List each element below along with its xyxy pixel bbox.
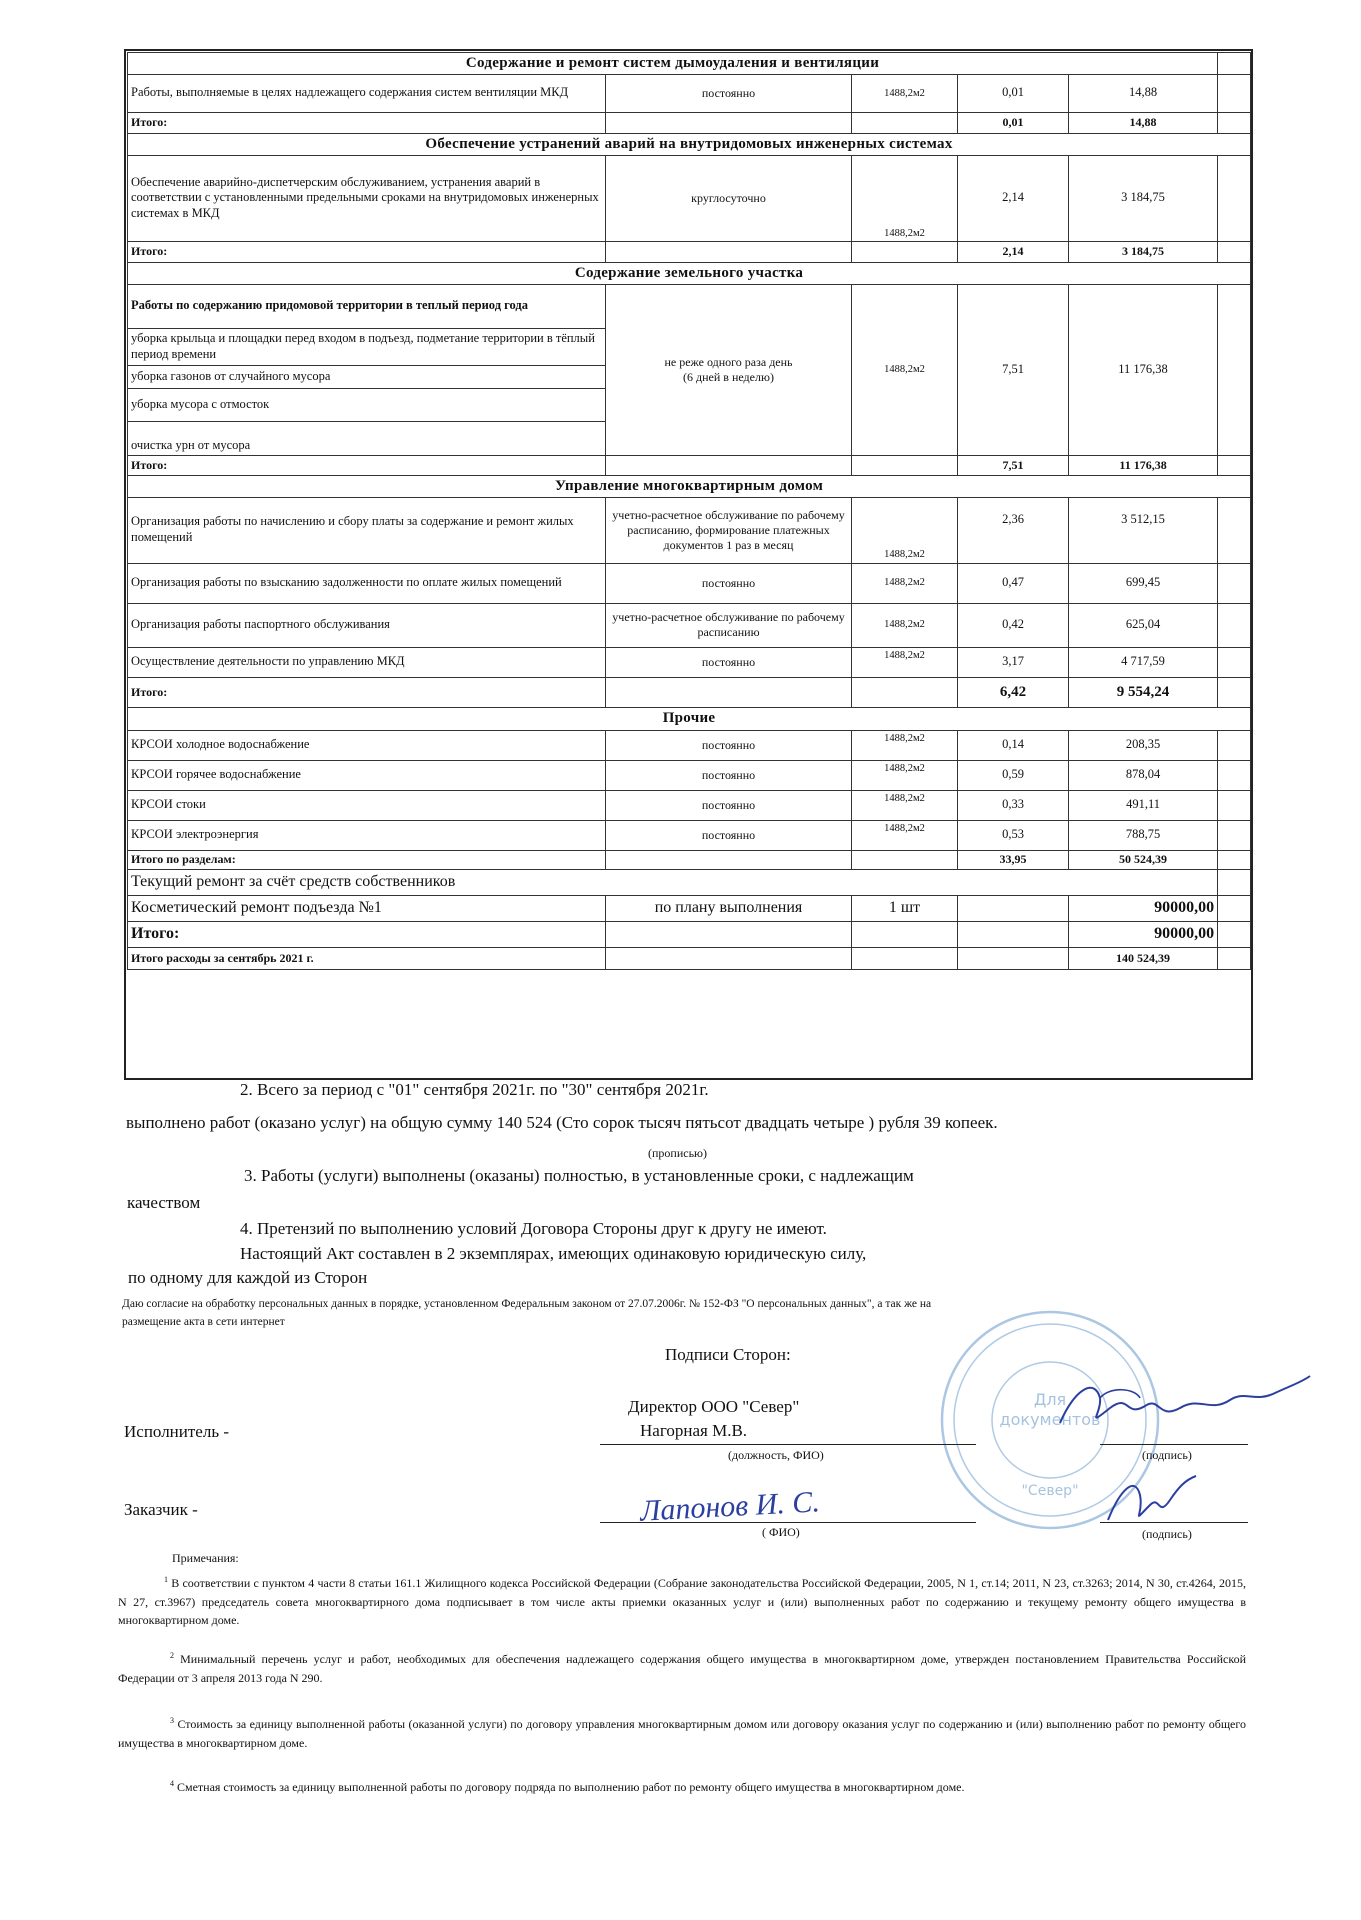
paragraph-2-sum: выполнено работ (оказано услуг) на общую сумму 140 524 (Сто сорок тысяч пятьсот двадцать четыре ) рубля 39 копеек. [126, 1113, 998, 1132]
executor-caption: (должность, ФИО) [728, 1448, 824, 1462]
table-row: КРСОИ холодное водоснабжение постоянно 1488,2м2 0,14 208,35 [128, 730, 1251, 760]
note-1: $^1$ В соответствии с пунктом 4 части 8 статьи 161.1 Жилищного кодекса Российской Федерации (Собрание законодательства Российской Федерации, 2005, N 1, ст.14; 2011, N 23, ст.3263; 2014, N 30, ст.4264, 2015, N 27, ст.3967) председатель совета многоквартирного дома подписывает в том числе акты приемки оказанных услуг и (или) выполненных работ по содержанию и текущему ремонту общего имущества в многоквартирном доме. [118, 1575, 1247, 1628]
section-title: Прочие [128, 707, 1251, 730]
note-3: $^3$ Стоимость за единицу выполненной работы (оказанной услуги) по договору управления многоквартирным домом или договору оказания услуг по содержанию и (или) выполнению работ по ремонту общего имущества в многоквартирном доме. [118, 1716, 1247, 1750]
signatures-title: Подписи Сторон: [665, 1345, 791, 1364]
table-row: КРСОИ стоки постоянно 1488,2м2 0,33 491,11 [128, 790, 1251, 820]
grand-total-row: Итого расходы за сентябрь 2021 г. 140 524,39 [128, 947, 1251, 969]
executor-name: Нагорная М.В. [640, 1421, 748, 1440]
table-row: Работы по содержанию придомовой территории в теплый период года не реже одного раза день (6 дней в неделю) 1488,2м2 7,51 11 176,38 [128, 284, 1251, 328]
section-title: Управление многоквартирным домом [128, 475, 1251, 497]
total-row: Итого: 6,42 9 554,24 [128, 677, 1251, 707]
customer-signature [1100, 1470, 1210, 1530]
note-4: $^4$ Сметная стоимость за единицу выполненной работы по договору подряда по выполнению работ по ремонту общего имущества в многоквартирном доме. [170, 1779, 965, 1794]
table-row: КРСОИ горячее водоснабжение постоянно 1488,2м2 0,59 878,04 [128, 760, 1251, 790]
total-row: Итого по разделам: 33,95 50 524,39 [128, 850, 1251, 869]
consent-line-2: размещение акта в сети интернет [122, 1316, 285, 1328]
total-row: Итого: 90000,00 [128, 921, 1251, 947]
executor-label: Исполнитель - [124, 1422, 229, 1441]
table-row: очистка урн от мусора [128, 421, 1251, 455]
consent-line-1: Даю согласие на обработку персональных данных в порядке, установленном Федеральным законом от 27.07.2006г. № 152-ФЗ "О персональных данных", а так же на [122, 1298, 932, 1310]
executor-line [600, 1444, 976, 1445]
section-title: Содержание и ремонт систем дымоудаления и вентиляции [128, 53, 1218, 75]
paragraph-3-end: качеством [127, 1193, 201, 1212]
paragraph-3: 3. Работы (услуги) выполнены (оказаны) полностью, в установленные сроки, с надлежащим [244, 1166, 914, 1185]
section-management [128, 475, 1251, 497]
table-row: Организация работы по начислению и сбору платы за содержание и ремонт жилых помещений учетно-расчетное обслуживание по рабочему расписанию, формирование платежных документов 1 раз в месяц 1488,2м2 2,36 3 512,15 [128, 497, 1251, 563]
customer-handwritten-name: Лапонов И. С. [639, 1485, 821, 1528]
table-row: КРСОИ электроэнергия постоянно 1488,2м2 0,53 788,75 [128, 820, 1251, 850]
executor-position: Директор ООО "Север" [628, 1397, 800, 1416]
table-row: Осуществление деятельности по управлению МКД постоянно 1488,2м2 3,17 4 717,59 [128, 647, 1251, 677]
section-title: Обеспечение устранений аварий на внутридомовых инженерных системах [128, 133, 1251, 155]
table-row: Обеспечение аварийно-диспетчерским обслуживанием, устранения аварий в соответствии с установленными предельными сроками на внутридомовых инженерных системах в МКД круглосуточно 1488,2м2 2,14 3 184,75 [128, 155, 1251, 241]
table-row: уборка мусора с отмосток [128, 388, 1251, 421]
stamp-text-3: "Север" [1021, 1483, 1079, 1499]
table-row: уборка газонов от случайного мусора [128, 365, 1251, 388]
customer-sign-caption: (подпись) [1142, 1527, 1192, 1541]
section-title: Текущий ремонт за счёт средств собственников [128, 869, 1218, 895]
executor-sign-caption: (подпись) [1142, 1448, 1192, 1462]
paragraph-5-end: по одному для каждой из Сторон [128, 1268, 368, 1287]
customer-caption: ( ФИО) [762, 1525, 800, 1539]
table-row: Косметический ремонт подъезда №1 по плану выполнения 1 шт 90000,00 [128, 895, 1251, 921]
stamp-text-2: документов [999, 1410, 1101, 1429]
section-repair [128, 869, 1251, 895]
customer-line [600, 1522, 976, 1523]
act-table [127, 52, 1251, 970]
table-row: Организация работы паспортного обслуживания учетно-расчетное обслуживание по рабочему расписанию 1488,2м2 0,42 625,04 [128, 603, 1251, 647]
section-emergency [128, 133, 1251, 155]
paragraph-5: Настоящий Акт составлен в 2 экземплярах, имеющих одинаковую юридическую силу, [240, 1244, 867, 1263]
section-other [128, 707, 1251, 730]
paragraph-2: 2. Всего за период с "01" сентября 2021г. по "30" сентября 2021г. [240, 1080, 709, 1099]
section-title: Содержание земельного участка [128, 262, 1251, 284]
total-row: Итого: 7,51 11 176,38 [128, 455, 1251, 475]
executor-signature [1040, 1368, 1320, 1448]
paragraph-4: 4. Претензий по выполнению условий Договора Стороны друг к другу не имеют. [240, 1219, 827, 1238]
table-row: Работы, выполняемые в целях надлежащего содержания систем вентиляции МКД постоянно 1488,2м2 0,01 14,88 [128, 74, 1251, 112]
total-row: Итого: 2,14 3 184,75 [128, 241, 1251, 262]
section-land [128, 262, 1251, 284]
total-row: Итого: 0,01 14,88 [128, 112, 1251, 133]
notes-title: Примечания: [172, 1551, 239, 1565]
section-smoke [128, 53, 1251, 75]
paragraph-2-caption: (прописью) [648, 1146, 708, 1160]
customer-label: Заказчик - [124, 1500, 198, 1519]
note-2: $^2$ Минимальный перечень услуг и работ, необходимых для обеспечения надлежащего содержания общего имущества в многоквартирном доме, утвержден постановлением Правительства Российской Федерации от 3 апреля 2013 года N 290. [118, 1651, 1246, 1685]
table-row: уборка крыльца и площадки перед входом в подъезд, подметание территории в тёплый период времени [128, 328, 1251, 365]
table-row: Организация работы по взысканию задолженности по оплате жилых помещений постоянно 1488,2м2 0,47 699,45 [128, 563, 1251, 603]
stamp-text-1: Для [1033, 1390, 1067, 1409]
